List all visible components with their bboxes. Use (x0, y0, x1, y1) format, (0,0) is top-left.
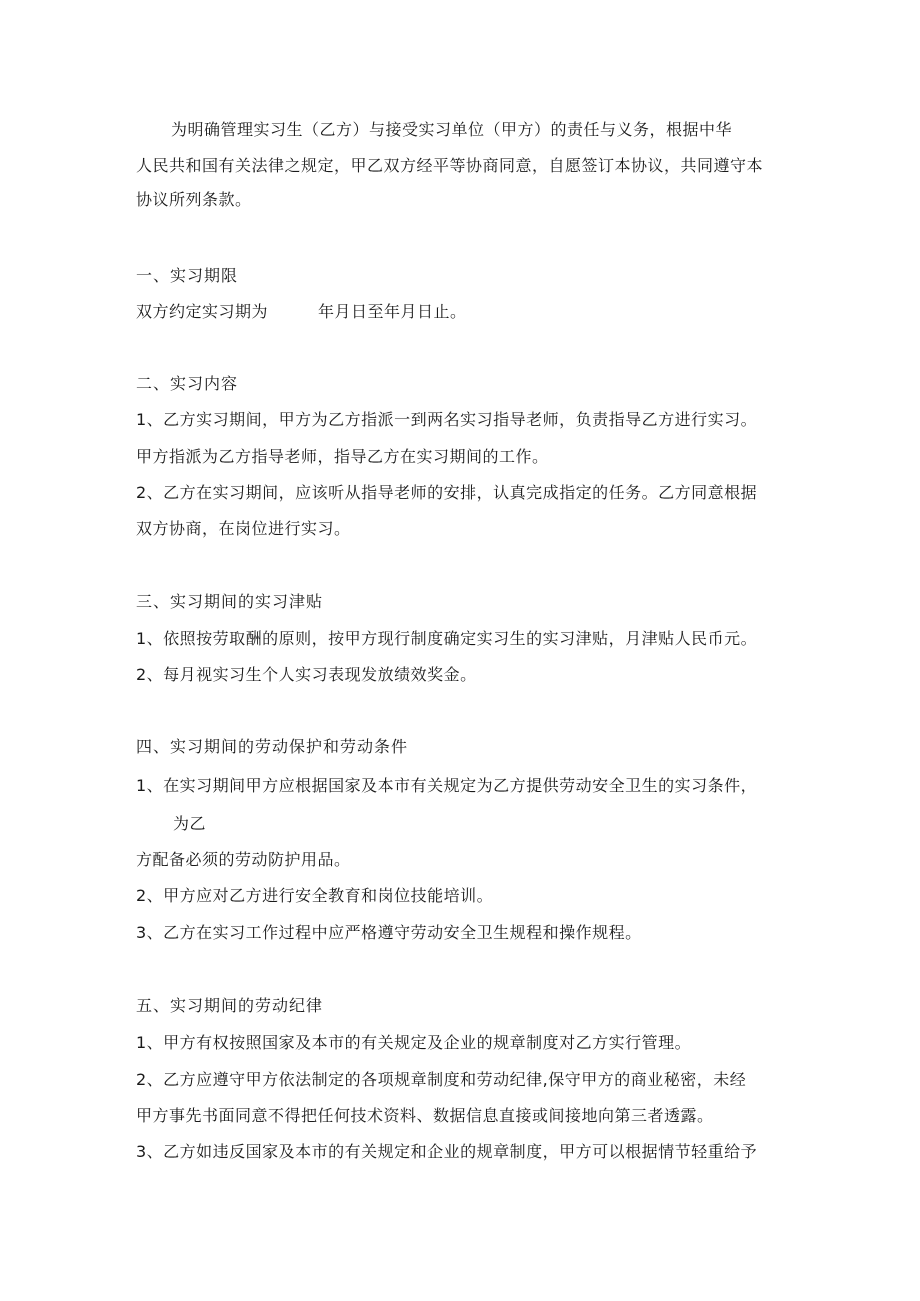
section-2-p2-line-1: 2、乙方在实习期间，应该听从指导老师的安排，认真完成指定的任务。乙方同意根据 (136, 483, 758, 502)
section-2-p2-line-2: 双方协商，在岗位进行实习。 (136, 519, 351, 538)
section-3-heading: 三、实习期间的实习津贴 (136, 592, 324, 611)
section-4-p1-line-2: 为乙 (173, 814, 207, 833)
section-4-heading: 四、实习期间的劳动保护和劳动条件 (136, 737, 409, 756)
section-5-p2-line-1: 2、乙方应遵守甲方依法制定的各项规章制度和劳动纪律,保守甲方的商业秘密，未经 (136, 1070, 747, 1089)
section-1-text-a: 双方约定实习期为 (136, 302, 269, 321)
section-2-p1-line-2: 甲方指派为乙方指导老师，指导乙方在实习期间的工作。 (136, 447, 549, 466)
section-4-p3: 3、乙方在实习工作过程中应严格遵守劳动安全卫生规程和操作规程。 (136, 923, 642, 942)
section-5-p3-line-1: 3、乙方如违反国家及本市的有关规定和企业的规章制度，甲方可以根据情节轻重给予 (136, 1142, 758, 1161)
section-5-p2-line-2: 甲方事先书面同意不得把任何技术资料、数据信息直接或间接地向第三者透露。 (136, 1106, 714, 1125)
section-5-heading: 五、实习期间的劳动纪律 (136, 996, 324, 1015)
intro-line-2: 人民共和国有关法律之规定，甲乙双方经平等协商同意，自愿签订本协议，共同遵守本 (136, 156, 764, 175)
section-4-p1-line-3: 方配备必须的劳动防护用品。 (136, 850, 351, 869)
section-4-p1-line-1: 1、在实习期间甲方应根据国家及本市有关规定为乙方提供劳动安全卫生的实习条件， (136, 776, 758, 795)
intro-line-1: 为明确管理实习生（乙方）与接受实习单位（甲方）的责任与义务，根据中华 (171, 120, 733, 139)
section-3-p2: 2、每月视实习生个人实习表现发放绩效奖金。 (136, 665, 477, 684)
section-3-p1: 1、依照按劳取酬的原则，按甲方现行制度确定实习生的实习津贴，月津贴人民币元。 (136, 629, 758, 648)
section-1-heading: 一、实习期限 (136, 266, 239, 285)
section-5-p1: 1、甲方有权按照国家及本市的有关规定及企业的规章制度对乙方实行管理。 (136, 1033, 692, 1052)
section-2-p1-line-1: 1、乙方实习期间，甲方为乙方指派一到两名实习指导老师，负责指导乙方进行实习。 (136, 410, 758, 429)
intro-line-3: 协议所列条款。 (136, 190, 252, 209)
section-1-line (136, 301, 467, 323)
section-2-heading: 二、实习内容 (136, 374, 239, 393)
section-4-p2: 2、甲方应对乙方进行安全教育和岗位技能培训。 (136, 886, 494, 905)
section-1-text-b: 年月日至年月日止。 (318, 302, 467, 321)
